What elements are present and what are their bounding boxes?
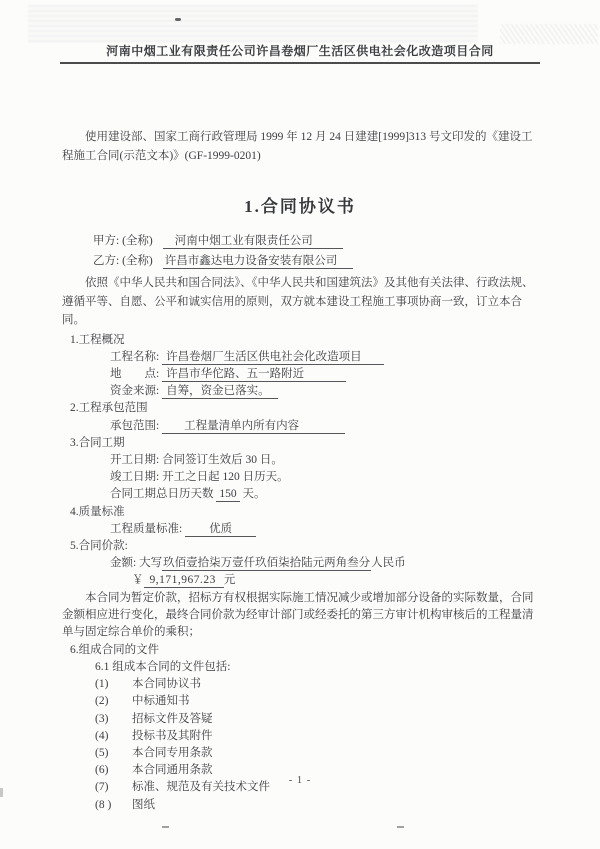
file-item-text: 投标书及其附件 [132,729,213,742]
location-row [0,366,600,383]
party-a-line [0,231,600,251]
section-5-heading: 5.合同价款: [70,539,128,552]
project-name-row [0,349,600,366]
section-1-heading: 1.工程概况 [70,333,125,346]
file-item-text: 本合同专用条款 [132,746,213,759]
amount-digits-value: 9,171,967.23 [144,574,224,588]
amount-label: 金额: 大写 [110,557,163,570]
file-item-number: (5) [95,746,109,759]
location-value: 许昌市华佗路、五一路附近 [162,368,346,382]
total-duration-suffix: 天。 [242,488,266,501]
section-6-heading: 6.组成合同的文件 [70,643,160,656]
amount-capital-row [0,555,600,572]
quality-label: 工程质量标准: [110,522,183,535]
section-2-heading: 2.工程承包范围 [70,402,148,415]
start-date-row: 开工日期: 合同签订生效后 30 日。 [110,453,283,466]
location-label: 地 点: [110,367,160,380]
file-item-text: 标准、规范及有关技术文件 [132,781,270,794]
party-b-line [0,251,600,271]
file-list-item [0,797,600,814]
funding-label: 资金来源: [110,385,160,398]
file-item-number: (1) [95,678,109,691]
finish-date-row: 竣工日期: 开工之日起 120 日历天。 [110,471,289,484]
total-duration-days: 150 [216,488,239,502]
file-list-item [0,728,600,745]
file-item-text: 招标文件及答疑 [132,712,213,725]
funding-value: 自筹，资金已落实。 [162,385,278,399]
section-4-heading: 4.质量标准 [70,505,125,518]
scan-edge-mark [0,788,3,797]
scope-row [0,418,600,435]
intro-paragraph: 使用建设部、国家工商行政管理局 1999 年 12 月 24 日建建[1999]313 号文印发的《建设工程施工合同(示范文本)》(GF-1999-0201) [62,131,533,162]
file-list-item [0,745,600,762]
quality-value: 优质 [185,523,256,537]
currency-symbol: ￥ [132,574,144,587]
scan-noise-top [28,4,478,42]
quality-row [0,521,600,538]
file-item-text: 中标通知书 [132,695,190,708]
section-6-1-subheading: 6.1 组成本合同的文件包括: [95,660,231,673]
section-3-heading: 3.合同工期 [70,436,125,449]
amount-digits-row [0,572,600,589]
amount-unit: 元 [223,574,236,587]
party-b-value: 许昌市鑫达电力设备安装有限公司 [163,255,354,269]
project-name-label: 工程名称: [110,350,160,363]
file-item-text: 本合同协议书 [132,678,201,691]
file-item-number: (2) [95,695,109,708]
file-item-text: 图纸 [132,798,155,811]
party-a-label: 甲方: (全称) [93,235,153,247]
contract-body [0,332,600,814]
scope-label: 承包范围: [110,419,160,432]
document-header-title: 河南中烟工业有限责任公司许昌卷烟厂生活区供电社会化改造项目合同 [60,42,540,64]
file-item-text: 本合同通用条款 [132,764,213,777]
registration-mark-left [162,826,169,828]
file-item-number: (3) [95,712,109,725]
file-item-number: (7) [95,781,109,794]
funding-row [0,383,600,400]
registration-mark-right [397,826,404,828]
file-item-number: (6) [95,764,109,777]
total-duration-row [0,486,600,503]
file-item-number: (4) [95,729,109,742]
scan-noise-top-right [500,24,598,44]
party-a-value: 河南中烟工业有限责任公司 [163,235,343,249]
amount-capital-value: 玖佰壹拾柒万壹仟玖佰柒拾陆元两角叁分 [163,557,371,570]
file-item-number: (8 ) [95,798,112,811]
project-name-value: 许昌卷烟厂生活区供电社会化改造项目 [162,351,384,365]
amount-suffix: 人民币 [371,557,406,570]
file-list-item [0,676,600,693]
file-list-item [0,693,600,710]
scope-value: 工程量清单内所有内容 [162,420,345,434]
total-duration-prefix: 合同工期总日历天数 [110,488,214,501]
preamble-paragraph: 依照《中华人民共和国合同法》、《中华人民共和国建筑法》及其他有关法律、行政法规、遵循平等、自愿、公平和诚实信用的原则，双方就本建设工程施工事项协商一致，订立本合同。 [62,277,534,326]
page-title: 1.合同协议书 [244,197,356,216]
page-number: - 1 - [288,775,312,786]
price-note-paragraph: 本合同为暂定价款，招标方有权根据实际施工情况减少或增加部分设备的实际数量，合同金额相应进行变化，最终合同价款为经审计部门或经委托的第三方审计机构审核后的工程量清单与固定综合单价的乘积； [62,591,534,639]
party-b-label: 乙方: (全称) [93,255,153,267]
file-list-item [0,711,600,728]
scan-speck [175,18,181,21]
